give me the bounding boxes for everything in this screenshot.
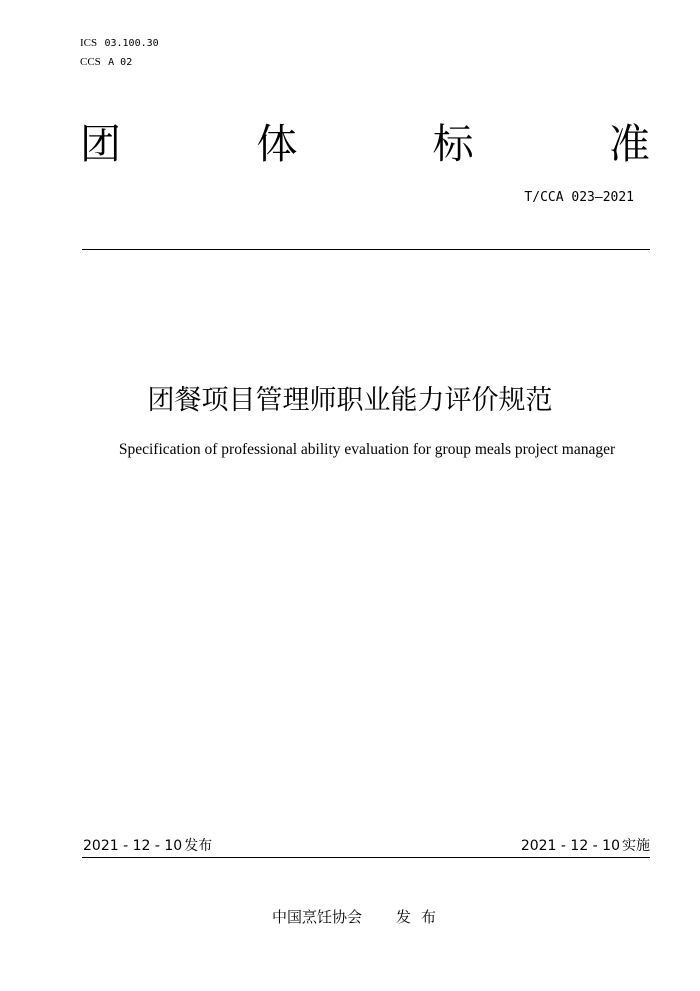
- publisher-action: 发布: [396, 908, 447, 926]
- standard-type-char: 准: [608, 120, 650, 168]
- classification-block: [80, 34, 159, 72]
- standard-type-heading: [80, 116, 650, 172]
- publisher-name: 中国烹饪协会: [271, 908, 362, 926]
- publisher-line: [0, 906, 700, 927]
- publish-date-row: [83, 835, 212, 855]
- implement-label: 实施: [622, 838, 650, 854]
- ics-row: [80, 34, 159, 53]
- ccs-row: [80, 53, 159, 72]
- document-title-cn: 团餐项目管理师职业能力评价规范: [147, 385, 553, 416]
- ics-label: ICS: [80, 37, 98, 49]
- standard-type-char: 标: [432, 120, 474, 168]
- standard-type-char: 体: [256, 120, 298, 168]
- ccs-label: CCS: [80, 56, 101, 68]
- ics-code: 03.100.30: [104, 38, 159, 49]
- footer-divider: [82, 857, 650, 858]
- document-title-en: Specification of professional ability evaluation for group meals project manager: [118, 441, 616, 458]
- ccs-code: A 02: [108, 57, 133, 68]
- implement-date-row: [521, 835, 650, 855]
- publish-label: 发布: [184, 838, 213, 854]
- standard-type-char: 团: [80, 120, 121, 168]
- implement-date: 2021 - 12 - 10: [520, 838, 620, 854]
- header-divider: [82, 249, 650, 250]
- standard-number: T/CCA 023—2021: [524, 190, 634, 205]
- publish-date: 2021 - 12 - 10: [83, 838, 183, 854]
